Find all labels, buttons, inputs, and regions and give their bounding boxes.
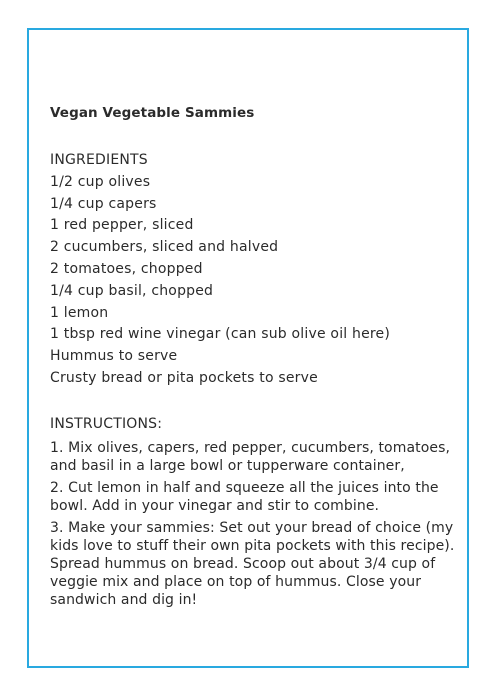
ingredient-item: 1 lemon: [50, 304, 109, 321]
ingredient-item: 1/4 cup capers: [50, 195, 157, 212]
ingredient-list: [50, 172, 480, 390]
ingredients-section: [50, 150, 480, 390]
instructions-heading: INSTRUCTIONS:: [50, 415, 163, 432]
ingredient-item: 1 red pepper, sliced: [50, 217, 194, 234]
ingredients-heading: INGREDIENTS: [50, 152, 148, 168]
instruction-step: 3. Make your sammies: Set out your bread of choice (my kids love to stuff their own pita pockets with this recipe). Spread hummus on bread. Scoop out about 3/4 cup of veggie mix and place on top of hummus. Close your sandwich and dig in!: [50, 519, 455, 608]
ingredient-item: 1/4 cup basil, chopped: [50, 282, 214, 299]
instruction-step: 2. Cut lemon in half and squeeze all the juices into the bowl. Add in your vinegar and stir to combine.: [50, 479, 439, 514]
recipe-title: Vegan Vegetable Sammies: [50, 105, 255, 121]
ingredient-item: 2 cucumbers, sliced and halved: [50, 239, 279, 256]
instructions-section: [50, 414, 480, 609]
ingredient-item: Hummus to serve: [50, 348, 178, 365]
instruction-step: 1. Mix olives, capers, red pepper, cucumbers, tomatoes, and basil in a large bowl or tupperware container,: [50, 439, 451, 474]
ingredient-item: Crusty bread or pita pockets to serve: [50, 369, 318, 386]
ingredient-item: 1/2 cup olives: [50, 173, 151, 190]
recipe-content: [50, 104, 480, 613]
ingredient-item: 2 tomatoes, chopped: [50, 260, 203, 277]
ingredient-item: 1 tbsp red wine vinegar (can sub olive oil here): [50, 326, 391, 343]
